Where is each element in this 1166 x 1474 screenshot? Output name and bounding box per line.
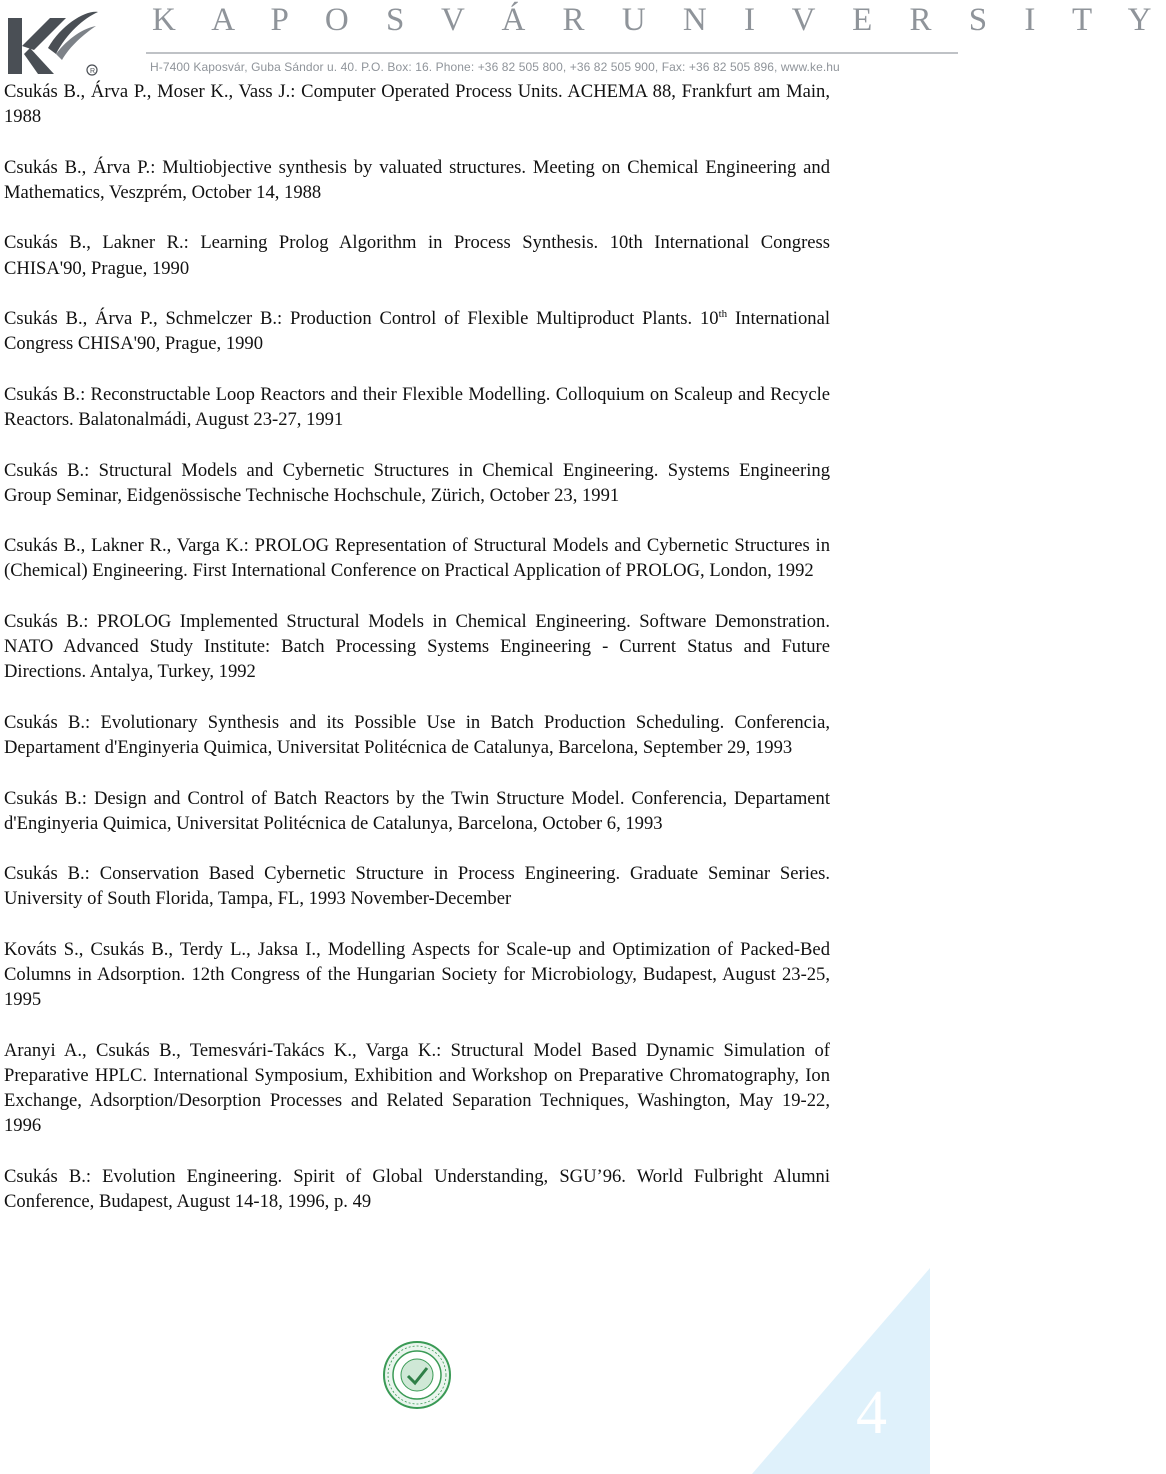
reference-item: Csukás B.: Conservation Based Cybernetic Structure in Process Engineering. Graduate Seminar Series. University of South Florida, Tampa, FL, 1993 November-December — [4, 863, 830, 910]
reference-item: Csukás B.: Reconstructable Loop Reactors and their Flexible Modelling. Colloquium on Scaleup and Recycle Reactors. Balatonalmádi, August 23-27, 1991 — [4, 383, 830, 431]
university-logo — [4, 4, 102, 78]
reference-item: Csukás B.: Evolution Engineering. Spirit of Global Understanding, SGU’96. World Fulbright Alumni Conference, Budapest, August 14-18, 1996, p. 49 — [4, 1165, 830, 1213]
reference-text: International Congress CHISA'90, Prague, 1990 — [4, 308, 830, 355]
reference-item: Csukás B.: Structural Models and Cybernetic Structures in Chemical Engineering. Systems Engineering Group Seminar, Eidgenössische Technische Hochschule, Zürich, October 23, 1991 — [4, 459, 830, 506]
reference-item: Kováts S., Csukás B., Terdy L., Jaksa I., Modelling Aspects for Scale-up and Optimization of Packed-Bed Columns in Adsorption. 12th Congress of the Hungarian Society for Microbiology, Budapest, August 23-25, 1995 — [4, 938, 830, 1011]
university-name: K A P O S V Á R U N I V E R S I T Y — [152, 2, 1166, 38]
header-rule — [146, 52, 958, 54]
reference-item — [4, 306, 830, 356]
reference-list — [4, 79, 830, 1240]
reference-item: Csukás B.: Design and Control of Batch Reactors by the Twin Structure Model. Conferencia, Departament d'Enginyeria Quimica, Universitat Politécnica de Catalunya, Barcelona, October 6, 1993 — [4, 787, 830, 834]
reference-item: Csukás B., Lakner R., Varga K.: PROLOG Representation of Structural Models and Cybernetic Structures in (Chemical) Engineering. First International Conference on Practical Application of PROLOG, London, 1992 — [4, 535, 830, 582]
university-address: H-7400 Kaposvár, Guba Sándor u. 40. P.O. Box: 16. Phone: +36 82 505 800, +36 82 505 900, Fax: +36 82 505 896, www.ke.hu — [150, 60, 840, 74]
certification-seal-icon — [382, 1340, 452, 1410]
svg-text:R: R — [90, 68, 96, 75]
page-header — [0, 0, 1166, 82]
ordinal-superscript: th — [718, 307, 728, 320]
reference-item: Aranyi A., Csukás B., Temesvári-Takács K., Varga K.: Structural Model Based Dynamic Simulation of Preparative HPLC. International Symposium, Exhibition and Workshop on Preparative Chromatography, Ion Exchange, Adsorption/Desorption Processes and Related Separation Techniques, Washington, May 19-22, 1996 — [4, 1039, 830, 1137]
reference-item: Csukás B.: Evolutionary Synthesis and its Possible Use in Batch Production Scheduling. Conferencia, Departament d'Enginyeria Quimica, Universitat Politécnica de Catalunya, Barcelona, September 29, 1993 — [4, 711, 830, 759]
reference-item: Csukás B., Lakner R.: Learning Prolog Algorithm in Process Synthesis. 10th International Congress CHISA'90, Prague, 1990 — [4, 232, 830, 279]
reference-item: Csukás B.: PROLOG Implemented Structural Models in Chemical Engineering. Software Demonstration. NATO Advanced Study Institute: Batch Processing Systems Engineering - Current Status and Future Directions. Antalya, Turkey, 1992 — [4, 610, 830, 683]
page-number: 4 — [856, 1379, 887, 1447]
reference-item: Csukás B., Árva P.: Multiobjective synthesis by valuated structures. Meeting on Chemical Engineering and Mathematics, Veszprém, October 14, 1988 — [4, 156, 830, 203]
reference-item: Csukás B., Árva P., Moser K., Vass J.: Computer Operated Process Units. ACHEMA 88, Frankfurt am Main, 1988 — [4, 81, 830, 128]
reference-text: Csukás B., Árva P., Schmelczer B.: Production Control of Flexible Multiproduct Plants. 10 — [4, 308, 719, 330]
